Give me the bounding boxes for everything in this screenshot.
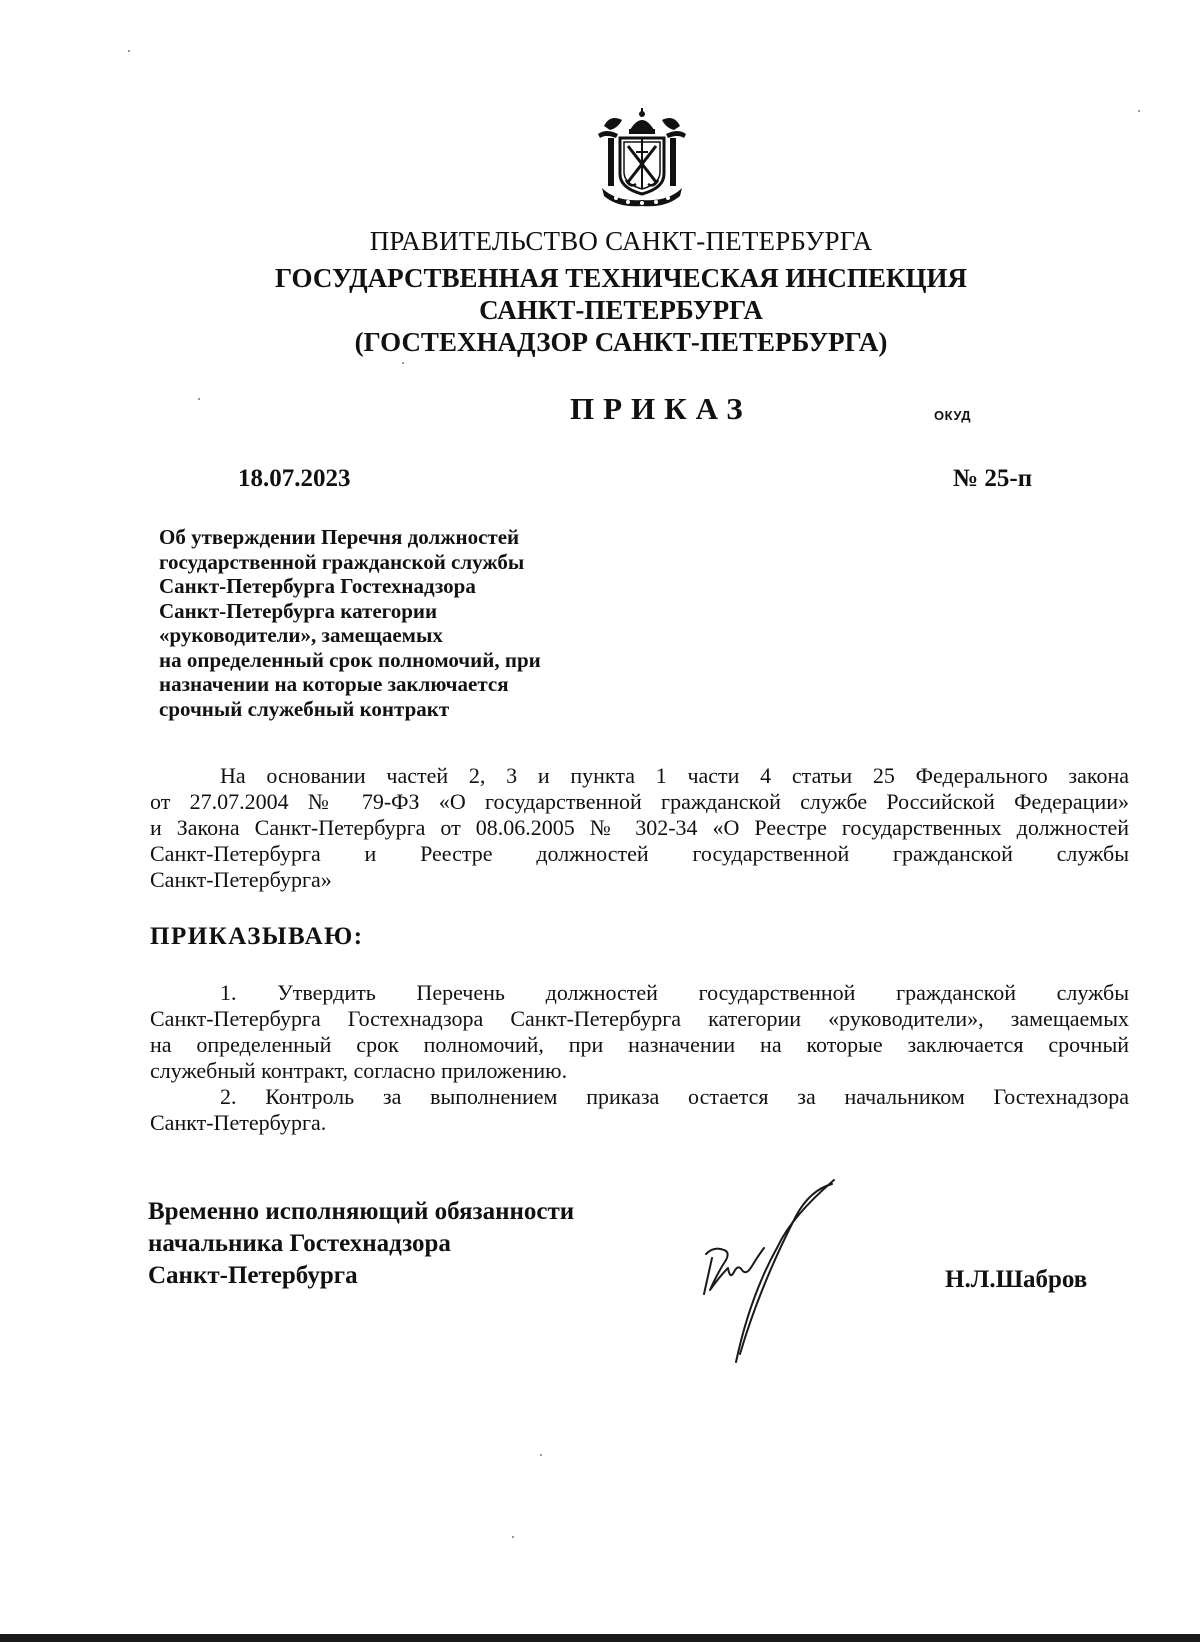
scan-speck	[198, 398, 200, 400]
basis-line: Санкт-Петербурга»	[150, 867, 332, 892]
inspection-line: ГОСУДАРСТВЕННАЯ ТЕХНИЧЕСКАЯ ИНСПЕКЦИЯ	[275, 263, 967, 293]
point-line: 2. Контроль за выполнением приказа остается за начальником Гостехнадзора	[220, 1084, 1129, 1109]
scan-speck	[402, 362, 404, 364]
subject-line: Санкт-Петербурга категории	[159, 598, 438, 623]
legal-basis-paragraph	[150, 763, 1129, 893]
coat-of-arms-icon	[596, 108, 688, 208]
order-points	[150, 980, 1129, 1136]
order-number: № 25-п	[953, 465, 1033, 492]
inspection-name	[0, 262, 1200, 358]
scan-speck	[128, 50, 130, 52]
scan-speck	[512, 1536, 514, 1538]
point-line: служебный контракт, согласно приложению.	[150, 1058, 568, 1083]
subject-line: государственной гражданской службы	[159, 549, 525, 574]
basis-line: Санкт-Петербурга и Реестре должностей государственной гражданской службы	[150, 841, 1129, 866]
subject-line: срочный служебный контракт	[159, 696, 450, 721]
point-line: на определенный срок полномочий, при назначении на которые заключается срочный	[150, 1032, 1129, 1057]
subject-line: «руководители», замещаемых	[159, 623, 443, 647]
command-heading: ПРИКАЗЫВАЮ:	[150, 923, 364, 950]
basis-line: и Закона Санкт-Петербурга от 08.06.2005 № 302-34 «О Реестре государственных должностей	[150, 815, 1129, 840]
scan-speck	[1138, 110, 1140, 112]
point-line: Санкт-Петербурга.	[150, 1110, 327, 1135]
point-line: 1. Утвердить Перечень должностей государственной гражданской службы	[220, 980, 1129, 1005]
inspection-line: (ГОСТЕХНАДЗОР САНКТ-ПЕТЕРБУРГА)	[354, 327, 888, 357]
scan-speck	[540, 1454, 542, 1456]
subject-line: назначении на которые заключается	[159, 672, 509, 696]
inspection-line: САНКТ-ПЕТЕРБУРГА	[479, 295, 763, 325]
subject-line: на определенный срок полномочий, при	[159, 647, 541, 672]
subject-line: Санкт-Петербурга Гостехнадзора	[159, 574, 476, 598]
signer-position-line: Санкт-Петербурга	[148, 1262, 358, 1289]
signer-name: Н.Л.Шабров	[945, 1266, 1088, 1293]
order-date: 18.07.2023	[238, 465, 351, 492]
signer-position	[148, 1196, 574, 1292]
government-name: ПРАВИТЕЛЬСТВО САНКТ-ПЕТЕРБУРГА	[369, 226, 873, 256]
signer-position-line: Временно исполняющий обязанности	[148, 1198, 575, 1225]
basis-line: от 27.07.2004 № 79-ФЗ «О государственной гражданской службе Российской Федерации»	[150, 789, 1129, 814]
order-subject	[159, 525, 541, 721]
point-line: Санкт-Петербурга Гостехнадзора Санкт-Петербурга категории «руководители», замещаемых	[150, 1006, 1129, 1031]
okud-label: ОКУД	[934, 408, 972, 423]
basis-line: На основании частей 2, 3 и пункта 1 части 4 статьи 25 Федерального закона	[220, 763, 1129, 788]
handwritten-signature-icon	[700, 1176, 840, 1368]
signer-position-line: начальника Гостехнадзора	[148, 1230, 451, 1257]
order-title: ПРИКАЗ	[570, 391, 752, 426]
subject-line: Об утверждении Перечня должностей	[159, 525, 520, 549]
scan-edge	[0, 1634, 1200, 1642]
